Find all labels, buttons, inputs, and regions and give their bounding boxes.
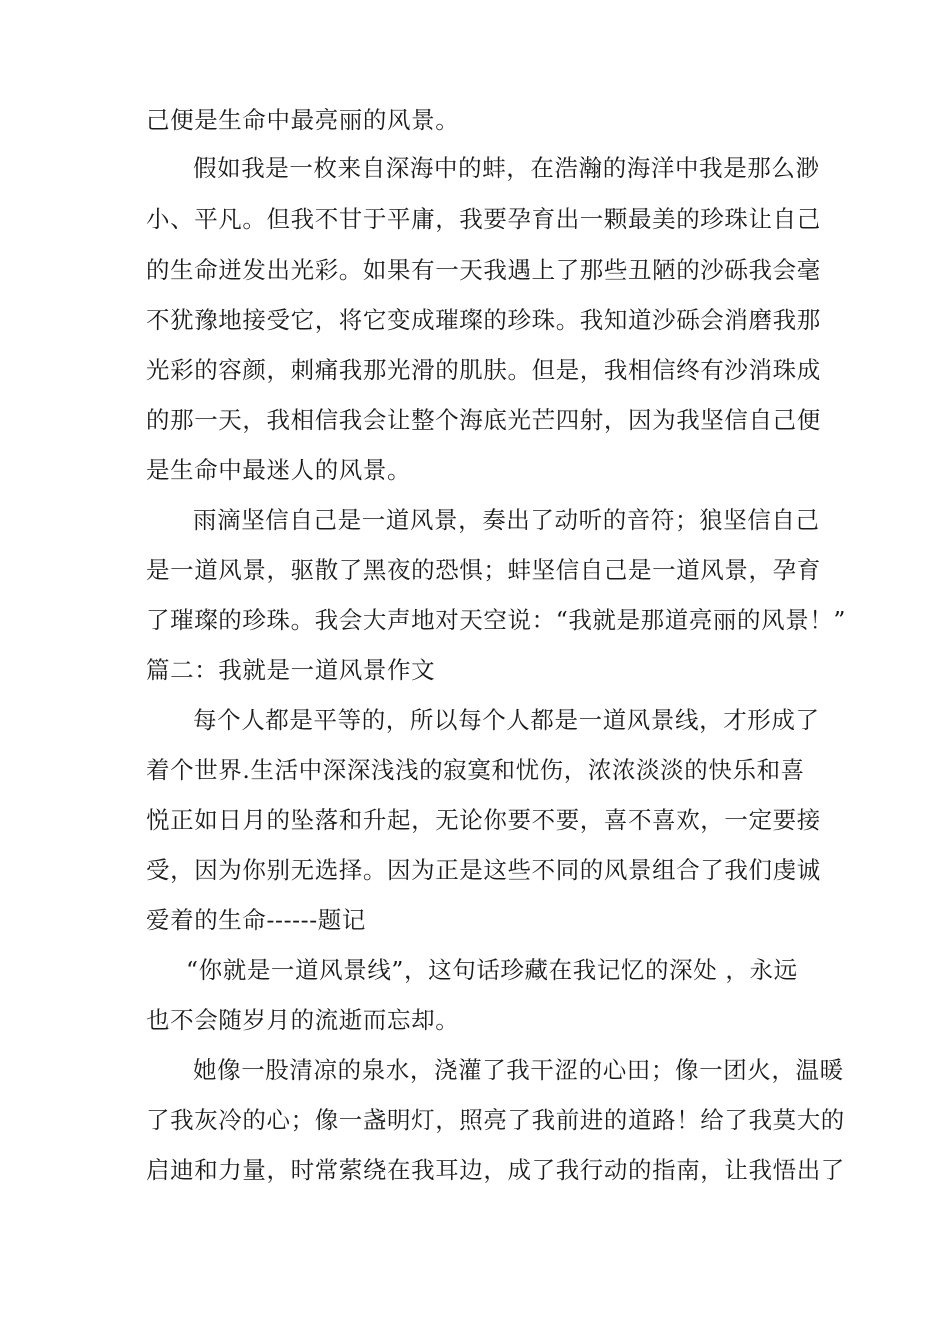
text-line: 了璀璨的珍珠。我会大声地对天空说：“我就是那道亮丽的风景！” (146, 606, 847, 634)
text-line: 光彩的容颜，刺痛我那光滑的肌肤。但是，我相信终有沙消珠成 (146, 356, 821, 384)
paragraph-start-line: 她像一股清凉的泉水，浇灌了我干涩的心田；像一团火，温暖 (193, 1056, 844, 1084)
text-line: 了我灰冷的心；像一盏明灯，照亮了我前进的道路！给了我莫大的 (146, 1106, 845, 1134)
text-line: 的生命迸发出光彩。如果有一天我遇上了那些丑陋的沙砾我会毫 (146, 256, 821, 284)
text-line: 着个世界.生活中深深浅浅的寂寞和忧伤，浓浓淡淡的快乐和喜 (146, 756, 805, 784)
text-line: 启迪和力量，时常萦绕在我耳边，成了我行动的指南，让我悟出了 (146, 1156, 845, 1184)
text-line: 是生命中最迷人的风景。 (146, 456, 412, 484)
paragraph-start-line: “你就是一道风景线”，这句话珍藏在我记忆的深处 ，永远 (186, 956, 798, 984)
text-line: 己便是生命中最亮丽的风景。 (146, 106, 460, 134)
text-line: 受，因为你别无选择。因为正是这些不同的风景组合了我们虔诚 (146, 856, 821, 884)
text-line: 的那一天，我相信我会让整个海底光芒四射，因为我坚信自己便 (146, 406, 821, 434)
text-line: 小、平凡。但我不甘于平庸，我要孕育出一颗最美的珍珠让自己 (146, 205, 821, 233)
paragraph-start-line: 每个人都是平等的，所以每个人都是一道风景线，才形成了 (193, 706, 820, 734)
text-line: 爱着的生命------题记 (146, 906, 366, 934)
text-line: 也不会随岁月的流逝而忘却。 (146, 1006, 460, 1034)
paragraph-start-line: 雨滴坚信自己是一道风景，奏出了动听的音符；狼坚信自己 (193, 506, 820, 534)
paragraph-start-line: 假如我是一枚来自深海中的蚌，在浩瀚的海洋中我是那么渺 (193, 154, 820, 182)
text-line: 不犹豫地接受它，将它变成璀璨的珍珠。我知道沙砾会消磨我那 (146, 306, 821, 334)
text-line: 是一道风景，驱散了黑夜的恐惧；蚌坚信自己是一道风景，孕育 (146, 556, 821, 584)
section-heading: 篇二：我就是一道风景作文 (146, 656, 436, 684)
text-line: 悦正如日月的坠落和升起，无论你要不要，喜不喜欢，一定要接 (146, 806, 821, 834)
